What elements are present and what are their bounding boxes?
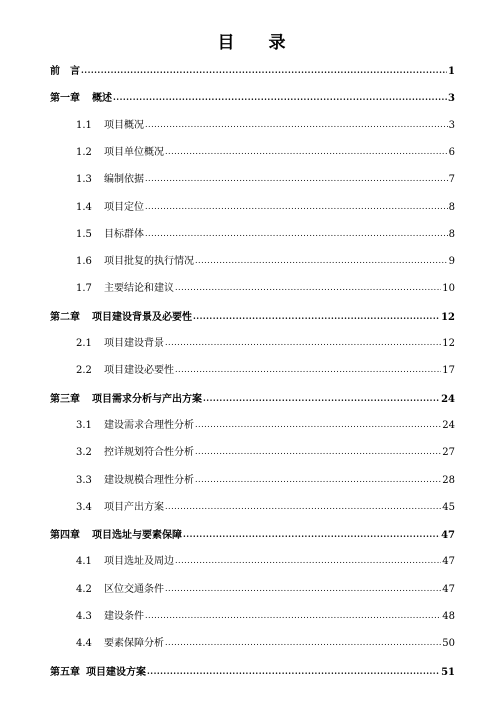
toc-page-number: 17: [442, 365, 455, 376]
toc-dot-leader: [113, 89, 447, 106]
toc-entry-title: 项目建设背景: [104, 338, 164, 349]
toc-entry-number: 3.4: [76, 502, 92, 513]
toc-page-number: 12: [442, 338, 455, 349]
toc-entry-title: 项目批复的执行情况: [104, 256, 194, 267]
toc-section-entry[interactable]: [76, 281, 455, 297]
toc-page-number: 8: [448, 202, 455, 213]
toc-entry-number: 第二章: [50, 312, 80, 323]
toc-page-number: 27: [442, 447, 455, 458]
toc-section-entry[interactable]: [76, 445, 455, 461]
toc-entry-title: 建设需求合理性分析: [104, 420, 194, 431]
toc-dot-leader: [175, 280, 441, 296]
toc-dot-leader: [145, 199, 448, 215]
toc-section-entry[interactable]: [76, 500, 455, 516]
toc-title: 目 录: [217, 33, 300, 53]
toc-entry-title: 项目建设方案: [86, 667, 146, 678]
toc-page-number: 51: [441, 667, 455, 678]
toc-entry-title: 要素保障分析: [104, 638, 164, 649]
toc-entry-title: 项目建设背景及必要性: [92, 312, 192, 323]
toc-entry-title: 项目选址与要素保障: [92, 530, 182, 541]
toc-page-number: 8: [448, 229, 455, 240]
toc-entry-title: 主要结论和建议: [104, 283, 174, 294]
toc-page-number: 3: [448, 93, 455, 104]
toc-dot-leader: [195, 253, 448, 269]
toc-section-entry[interactable]: [76, 118, 455, 134]
toc-dot-leader: [193, 308, 440, 325]
toc-page-number: 47: [442, 584, 455, 595]
toc-entry-number: 1.4: [76, 202, 92, 213]
toc-entry-title: 区位交通条件: [104, 584, 164, 595]
toc-section-entry[interactable]: [76, 418, 455, 434]
toc-entry-title: 目标群体: [104, 229, 144, 240]
toc-chapter-entry[interactable]: [50, 527, 455, 543]
toc-entry-number: 第五章: [50, 667, 80, 678]
toc-page-number: 9: [448, 256, 455, 267]
toc-dot-leader: [165, 144, 448, 160]
toc-entry-number: 1.1: [76, 120, 92, 131]
toc-entry-title: 建设条件: [104, 611, 144, 622]
toc-entry-title: 项目选址及周边: [104, 556, 174, 567]
toc-page-number: 1: [448, 66, 455, 77]
toc-entry-number: 第四章: [50, 530, 80, 541]
toc-section-entry[interactable]: [76, 172, 455, 188]
toc-page-number: 3: [448, 120, 455, 131]
toc-section-entry[interactable]: [76, 200, 455, 216]
toc-entry-number: 3.3: [76, 475, 92, 486]
toc-page-number: 50: [442, 638, 455, 649]
toc-section-entry[interactable]: [76, 554, 455, 570]
toc-dot-leader: [175, 362, 441, 378]
toc-entry-number: 1.5: [76, 229, 92, 240]
toc-section-entry[interactable]: [76, 336, 455, 352]
toc-page-number: 6: [448, 147, 455, 158]
toc-chapter-entry[interactable]: [50, 391, 455, 407]
toc-chapter-entry[interactable]: [50, 63, 455, 79]
toc-entry-number: 第一章: [50, 93, 80, 104]
toc-dot-leader: [183, 526, 440, 543]
toc-entry-number: 第三章: [50, 394, 80, 405]
toc-entry-title: 项目单位概况: [104, 147, 164, 158]
toc-section-entry[interactable]: [76, 254, 455, 270]
toc-dot-leader: [165, 335, 441, 351]
toc-dot-leader: [195, 444, 441, 460]
toc-dot-leader: [175, 553, 441, 569]
toc-dot-leader: [147, 663, 440, 680]
toc-entry-number: 3.1: [76, 420, 92, 431]
toc-entry-title: 控详规划符合性分析: [104, 447, 194, 458]
toc-dot-leader: [165, 499, 441, 515]
toc-entry-number: 1.6: [76, 256, 92, 267]
toc-chapter-entry[interactable]: [50, 664, 455, 680]
toc-chapter-entry[interactable]: [50, 90, 455, 106]
toc-page-number: 24: [442, 420, 455, 431]
toc-page-number: 47: [441, 530, 455, 541]
toc-entry-title: 编制依据: [104, 174, 144, 185]
toc-entry-title: 项目概况: [104, 120, 144, 131]
toc-dot-leader: [145, 117, 448, 133]
toc-page-number: 10: [442, 283, 455, 294]
toc-dot-leader: [195, 472, 441, 488]
toc-entry-title: 项目建设必要性: [104, 365, 174, 376]
toc-entry-number: 4.2: [76, 584, 92, 595]
toc-page-number: 28: [442, 475, 455, 486]
toc-entry-title: 概述: [92, 93, 112, 104]
toc-entry-number: 2.1: [76, 338, 92, 349]
toc-section-entry[interactable]: [76, 227, 455, 243]
toc-dot-leader: [203, 390, 440, 407]
toc-entry-number: 2.2: [76, 365, 92, 376]
toc-entry-number: 4.1: [76, 556, 92, 567]
toc-dot-leader: [145, 171, 448, 187]
toc-page-number: 12: [441, 312, 455, 323]
toc-dot-leader: [145, 226, 448, 242]
toc-entry-number: 1.7: [76, 283, 92, 294]
toc-page-number: 7: [448, 174, 455, 185]
toc-section-entry[interactable]: [76, 609, 455, 625]
toc-page-number: 47: [442, 556, 455, 567]
toc-page-number: 45: [442, 502, 455, 513]
toc-chapter-entry[interactable]: [50, 309, 455, 325]
toc-dot-leader: [165, 635, 441, 651]
toc-entry-title: 前 言: [50, 66, 80, 77]
toc-dot-leader: [165, 581, 441, 597]
toc-page-number: 48: [442, 611, 455, 622]
toc-entry-title: 项目产出方案: [104, 502, 164, 513]
toc-entry-number: 1.2: [76, 147, 92, 158]
toc-entry-title: 项目定位: [104, 202, 144, 213]
toc-section-entry[interactable]: [76, 582, 455, 598]
toc-section-entry[interactable]: [76, 473, 455, 489]
toc-section-entry[interactable]: [76, 145, 455, 161]
toc-dot-leader: [145, 608, 441, 624]
toc-entry-number: 4.3: [76, 611, 92, 622]
toc-section-entry[interactable]: [76, 363, 455, 379]
toc-entry-number: 1.3: [76, 174, 92, 185]
toc-page-number: 24: [441, 394, 455, 405]
toc-entry-title: 项目需求分析与产出方案: [92, 394, 202, 405]
toc-entry-number: 4.4: [76, 638, 92, 649]
toc-dot-leader: [81, 62, 447, 79]
toc-dot-leader: [195, 417, 441, 433]
toc-entry-title: 建设规模合理性分析: [104, 475, 194, 486]
toc-section-entry[interactable]: [76, 636, 455, 652]
toc-entry-number: 3.2: [76, 447, 92, 458]
